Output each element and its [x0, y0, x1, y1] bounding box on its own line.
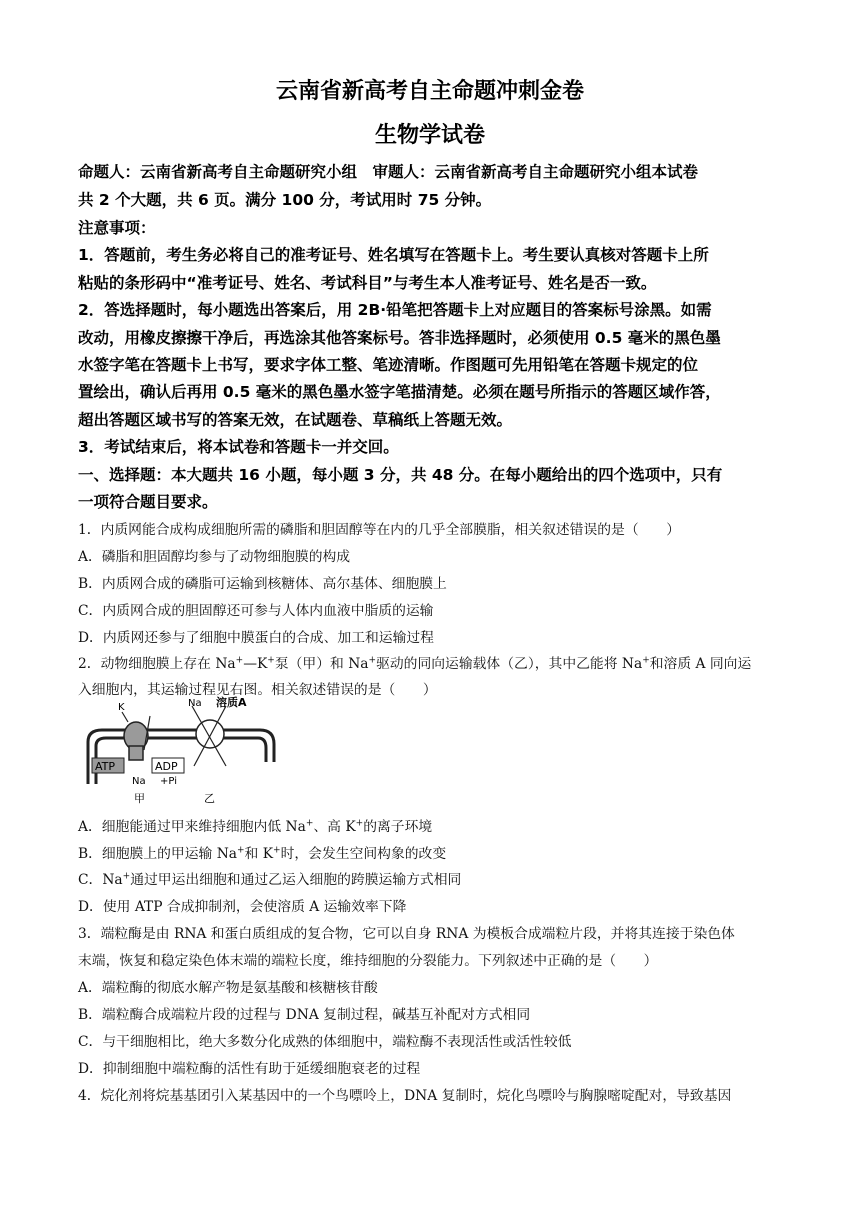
notice-title: 注意事项：	[78, 219, 156, 237]
notice-2-line-3: 水签字笔在答题卡上书写，要求字体工整、笔迹清晰。作图题可先用铅笔在答题卡规定的位	[78, 356, 699, 374]
q3-stem-line-1: 3．端粒酶是由 RNA 和蛋白质组成的复合物，它可以自身 RNA 为模板合成端粒片段，并将其连接于染色体	[78, 926, 735, 942]
q3-stem-line-2: 末端，恢复和稳定染色体末端的端粒长度，维持细胞的分裂能力。下列叙述中正确的是（ ）	[78, 953, 658, 969]
notice-2-line-1: 2．答选择题时，每小题选出答案后，用 2B·铅笔把答题卡上对应题目的答案标号涂黑。如需	[78, 301, 712, 319]
k-label: K	[118, 702, 125, 713]
notice-2-line-5: 超出答题区域书写的答案无效，在试题卷、草稿纸上答题无效。	[78, 411, 513, 429]
membrane-transport-figure	[80, 694, 280, 806]
pi-label: +Pi	[160, 776, 177, 787]
jia-label: 甲	[134, 792, 145, 805]
yi-label: 乙	[204, 792, 215, 805]
notice-2-line-2: 改动，用橡皮擦擦干净后，再选涂其他答案标号。答非选择题时，必须使用 0.5 毫米的黑色墨	[78, 329, 721, 347]
na-k-pump-base	[129, 746, 143, 760]
q2-stem-line-1: 2．动物细胞膜上存在 Na+—K+泵（甲）和 Na+驱动的同向运输载体（乙），其中乙能将 Na+和溶质 A 同向运	[78, 655, 752, 672]
exam-title: 云南省新高考自主命题冲刺金卷	[275, 79, 584, 104]
intro-line-2: 共 2 个大题，共 6 页。满分 100 分，考试用时 75 分钟。	[78, 191, 492, 209]
q1-stem: 1．内质网能合成构成细胞所需的磷脂和胆固醇等在内的几乎全部膜脂，相关叙述错误的是（ ）	[78, 522, 681, 538]
na-bottom-label: Na	[132, 776, 146, 787]
q2-option-b: B．细胞膜上的甲运输 Na+和 K+时，会发生空间构象的改变	[78, 845, 447, 862]
q3-option-b: B．端粒酶合成端粒片段的过程与 DNA 复制过程，碱基互补配对方式相同	[78, 1007, 531, 1023]
notice-3-line-1: 3．考试结束后，将本试卷和答题卡一并交回。	[78, 438, 399, 456]
notice-1-line-1: 1．答题前，考生务必将自己的准考证号、姓名填写在答题卡上。考生要认真核对答题卡上所	[78, 246, 709, 264]
intro-line-1: 命题人：云南省新高考自主命题研究小组 审题人：云南省新高考自主命题研究小组本试卷	[78, 163, 699, 181]
exam-subtitle: 生物学试卷	[374, 123, 485, 148]
q1-option-c: C．内质网合成的胆固醇还可参与人体内血液中脂质的运输	[78, 603, 434, 619]
q3-option-c: C．与干细胞相比，绝大多数分化成熟的体细胞中，端粒酶不表现活性或活性较低	[78, 1034, 572, 1050]
q2-stem-line-2: 入细胞内，其运输过程见右图。相关叙述错误的是（ ）	[78, 682, 437, 698]
na-top-label: Na	[188, 698, 202, 709]
solute-a-label: 溶质A	[216, 696, 247, 709]
q1-option-a: A．磷脂和胆固醇均参与了动物细胞膜的构成	[78, 549, 351, 565]
k-arrow	[122, 712, 128, 722]
notice-2-line-4: 置绘出，确认后再用 0.5 毫米的黑色墨水签字笔描清楚。必须在题号所指示的答题区域作答，	[78, 383, 721, 401]
q4-stem-line-1: 4．烷化剂将烷基基团引入某基因中的一个鸟嘌呤上，DNA 复制时，烷化鸟嘌呤与胸腺嘧啶配对，导致基因	[78, 1088, 732, 1104]
q2-option-a: A．细胞能通过甲来维持细胞内低 Na+、高 K+的离子环境	[78, 818, 433, 835]
atp-label: ATP	[95, 760, 116, 773]
q1-option-b: B．内质网合成的磷脂可运输到核糖体、高尔基体、细胞膜上	[78, 576, 447, 592]
q1-option-d: D．内质网还参与了细胞中膜蛋白的合成、加工和运输过程	[78, 630, 434, 646]
q2-option-d: D．使用 ATP 合成抑制剂，会使溶质 A 运输效率下降	[78, 899, 407, 915]
section-1-line-1: 一、选择题：本大题共 16 小题，每小题 3 分，共 48 分。在每小题给出的四个选项中，只有	[78, 466, 723, 484]
q3-option-a: A．端粒酶的彻底水解产物是氨基酸和核糖核苷酸	[78, 980, 378, 996]
section-1-line-2: 一项符合题目要求。	[78, 493, 218, 511]
q3-option-d: D．抑制细胞中端粒酶的活性有助于延缓细胞衰老的过程	[78, 1061, 421, 1077]
notice-1-line-2: 粘贴的条形码中“准考证号、姓名、考试科目”与考生本人准考证号、姓名是否一致。	[78, 274, 657, 292]
adp-label: ADP	[155, 760, 178, 773]
q2-option-c: C．Na+通过甲运出细胞和通过乙运入细胞的跨膜运输方式相同	[78, 871, 462, 888]
symporter	[196, 720, 224, 748]
